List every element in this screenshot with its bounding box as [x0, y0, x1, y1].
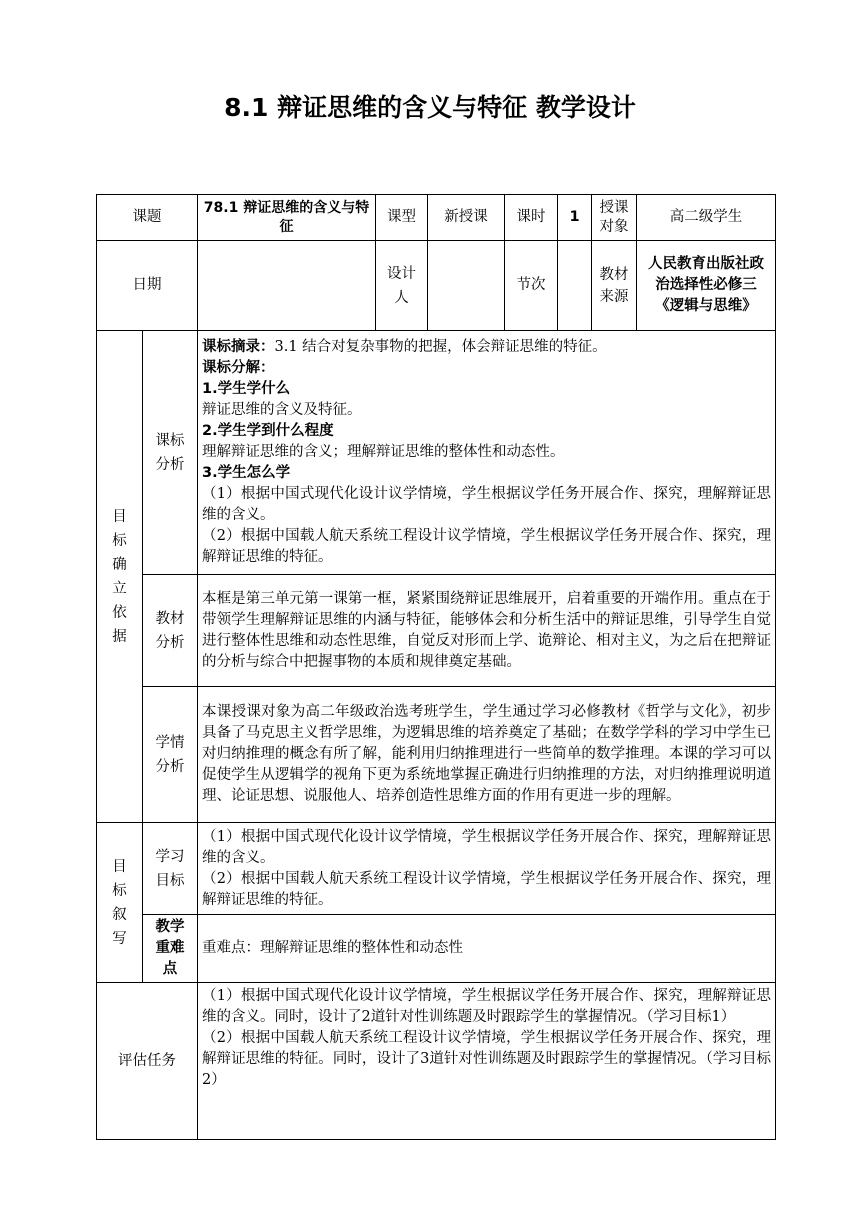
answer-1: 辩证思维的含义及特征。: [202, 402, 362, 418]
students-label: 学情分析: [143, 687, 198, 823]
topic-value: 78.1 辩证思维的含义与特征: [198, 195, 376, 241]
textbook-label: 教材分析: [143, 575, 198, 687]
learning-objectives-row: [97, 823, 776, 915]
learning-objective-1: （1）根据中国式现代化设计议学情境，学生根据议学任务开展合作、探究，理解辩证思维的含义。: [202, 828, 771, 866]
key-points-label: 教学重难点: [143, 915, 198, 983]
session-value: [558, 241, 592, 331]
learning-content: [198, 823, 776, 915]
assessment-row: [97, 983, 776, 1140]
students-text: 本课授课对象为高二年级政治选考班学生，学生通过学习必修教材《哲学与文化》，初步具备了马克思主义哲学思维，为逻辑思维的培养奠定了基础；在数学学科的学习中学生已对归纳推理的概念有所了解，能利用归纳推理进行一些简单的数学推理。本课的学习可以促使学生从逻辑学的视角下更为系统地掌握正确进行归纳推理的方法，对归纳推理说明道理、论证思想、说服他人、培养创造性思维方面的作用有更进一步的理解。: [198, 687, 776, 823]
breakdown-label: 课标分解：: [202, 360, 275, 376]
assessment-task-2: （2）根据中国载人航天系统工程设计议学情境，学生根据议学任务开展合作、探究，理解辩证思维的特征。同时，设计了3道针对性训练题及时跟踪学生的掌握情况。（学习目标2）: [202, 1030, 771, 1088]
learning-label: 学习目标: [143, 823, 198, 915]
curriculum-label: 课标分析: [143, 331, 198, 575]
answer-3-2: （2）根据中国载人航天系统工程设计议学情境，学生根据议学任务开展合作、探究，理解辩证思维的特征。: [202, 528, 771, 565]
assessment-task-1: （1）根据中国式现代化设计议学情境，学生根据议学任务开展合作、探究，理解辩证思维的含义。同时，设计了2道针对性训练题及时跟踪学生的掌握情况。（学习目标1）: [202, 988, 771, 1025]
curriculum-content: [198, 331, 776, 575]
designer-value: [428, 241, 505, 331]
audience-value: 高二级学生: [637, 195, 776, 241]
assessment-label: 评估任务: [97, 983, 198, 1140]
source-label: 教材来源: [592, 241, 637, 331]
textbook-analysis-row: [97, 575, 776, 687]
header-row-2: [97, 241, 776, 331]
question-3: 3.学生怎么学: [202, 465, 291, 481]
period-value: 1: [558, 195, 592, 241]
type-value: 新授课: [428, 195, 505, 241]
key-points-row: [97, 915, 776, 983]
question-1: 1.学生学什么: [202, 381, 291, 397]
objectives-group-label: 目标叙写: [97, 823, 143, 983]
excerpt-label: 课标摘录：: [202, 339, 275, 355]
student-analysis-row: [97, 687, 776, 823]
textbook-text: 本框是第三单元第一课第一框，紧紧围绕辩证思维展开，启着重要的开端作用。重点在于带领学生理解辩证思维的内涵与特征，能够体会和分析生活中的辩证思维，引导学生自觉进行整体性思维和动态性思维，自觉反对形而上学、诡辩论、相对主义，为之后在把辩证的分析与综合中把握事物的本质和规律奠定基础。: [198, 575, 776, 687]
date-label: 日期: [97, 241, 198, 331]
designer-label: 设计人: [376, 241, 428, 331]
session-label: 节次: [505, 241, 558, 331]
type-label: 课型: [376, 195, 428, 241]
excerpt-text: 3.1 结合对复杂事物的把握，体会辩证思维的特征。: [274, 339, 607, 355]
learning-objective-2: （2）根据中国载人航天系统工程设计议学情境，学生根据议学任务开展合作、探究，理解辩证思维的特征。: [202, 870, 771, 908]
assessment-content: [198, 983, 776, 1140]
curriculum-analysis-row: [97, 331, 776, 575]
question-2: 2.学生学到什么程度: [202, 423, 334, 439]
date-value: [198, 241, 376, 331]
lesson-plan-table: [96, 194, 776, 1140]
answer-3-1: （1）根据中国式现代化设计议学情境，学生根据议学任务开展合作、探究，理解辩证思维的含义。: [202, 486, 771, 523]
source-value: 人民教育出版社政治选择性必修三《逻辑与思维》: [637, 241, 776, 331]
topic-label: 课题: [97, 195, 198, 241]
answer-2: 理解辩证思维的含义；理解辩证思维的整体性和动态性。: [202, 444, 565, 460]
key-points-text: 重难点：理解辩证思维的整体性和动态性: [198, 915, 776, 983]
basis-group-label: 目标确立依据: [97, 331, 143, 823]
header-row-1: [97, 195, 776, 241]
document-title: 8.1 辩证思维的含义与特征 教学设计: [224, 93, 636, 122]
period-label: 课时: [505, 195, 558, 241]
audience-label: 授课对象: [592, 195, 637, 241]
